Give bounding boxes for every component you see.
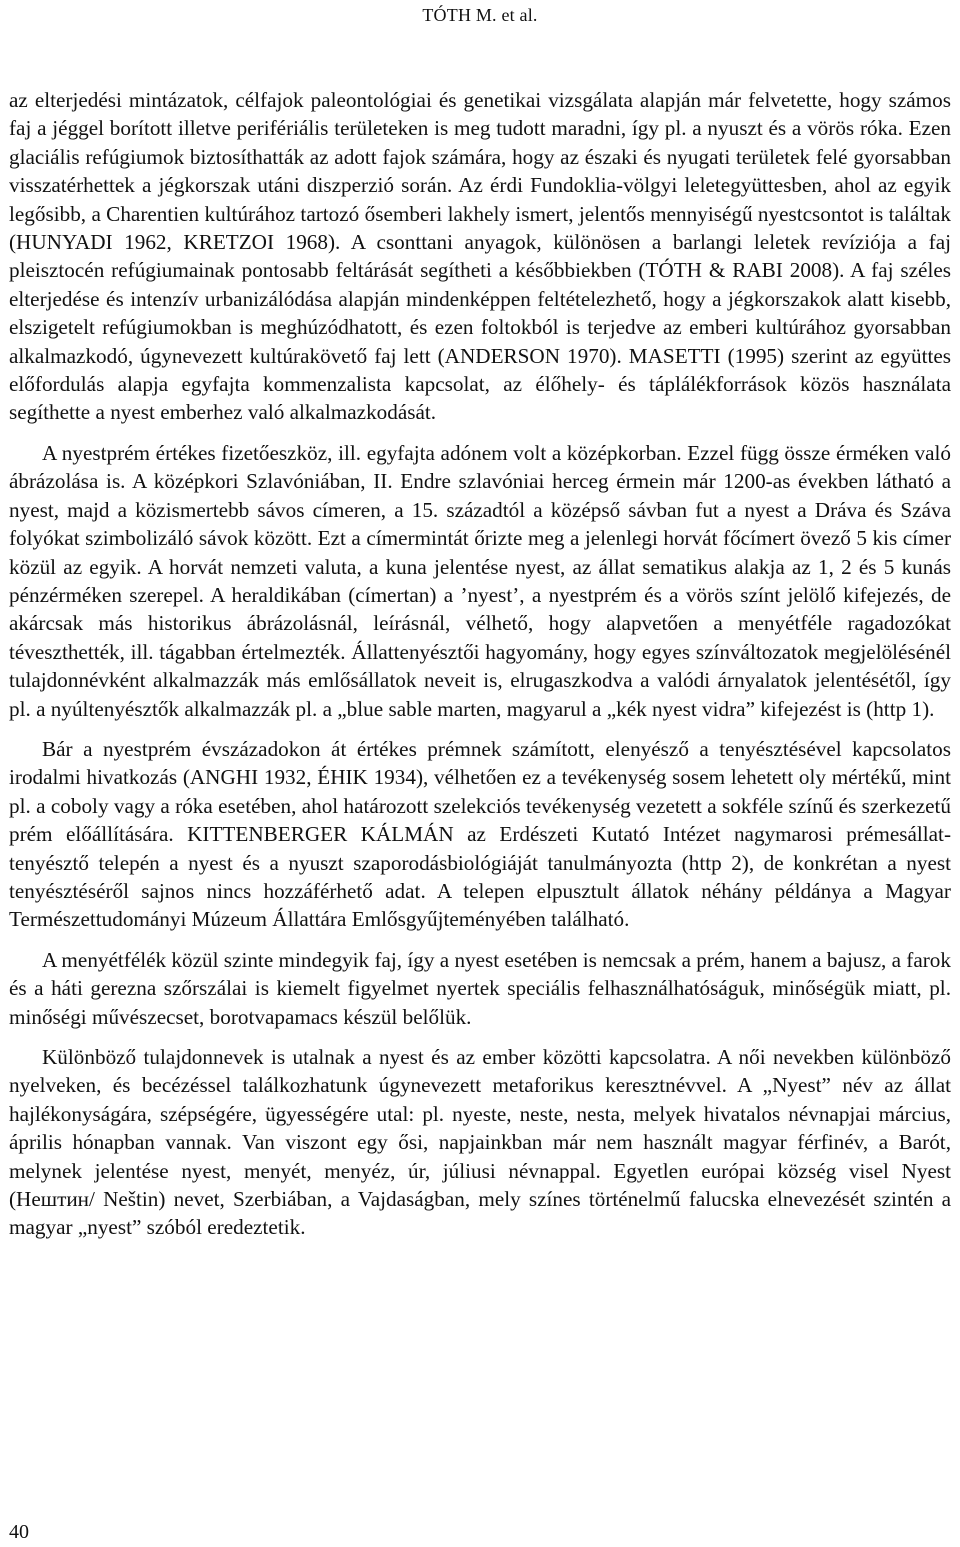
paragraph-fur-breeding: Bár a nyestprém évszázadokon át értékes prémnek számított, elenyésző a tenyésztésével kapcsolatos irodalmi hivatkozás (ANGHI 1932, ÉHIK 1934), vélhetően ez a tevékenység sosem lehetett oly mértékű, mint pl. a coboly vagy a róka esetében, ahol határozott szelekciós tevékenység vezetett a sokféle színű és szerkezetű prém előállítására. KITTENBERGER KÁLMÁN az Erdészeti Kutató Intézet nagymarosi prémesállat-tenyésztő telepén a nyest és a nyuszt szaporodásbiológiáját tanulmányozta (http 2), de konkrétan a nyest tenyésztéséről sajnos nincs hozzáférhető adat. A telepen elpusztult állatok néhány példánya a Magyar Természettudományi Múzeum Állattára Emlősgyűjteményében található.: [9, 736, 951, 932]
page-number: 40: [9, 1521, 29, 1543]
paragraph-fur-currency: A nyestprém értékes fizetőeszköz, ill. egyfajta adónem volt a középkorban. Ezzel függ össze érméken való ábrázolása is. A középkori Szlavóniában, II. Endre szlavóniai herceg érmein már 1200-as években látható a nyest, majd a közismertebb sávos címeren, a 15. századtól a középső sávban fut a nyest a Dráva és Száva folyókat szimbolizáló sávok között. Ezt a címermintát őrizte meg a jelenlegi horvát főcímert övező 5 kis címer közül az egyik. A horvát nemzeti valuta, a kuna jelentése nyest, az állat sematikus alakja az 1, 2 és 5 kunás pénzérméken szerepel. A heraldikában (címertan) a ’nyest’, a nyestprém és a vörös színt jelölő kifejezés, de akárcsak más historikus ábrázolásnál, leírásnál, vélhető, hogy alapvetően a menyétféle ragadozókat téveszthették, ill. tágabban értelmezték. Állattenyésztői hagyomány, hogy egyes színváltozatok megjelölésénél tulajdonnévként alkalmazzák más emlősállatok neveit is, elrugaszkodva a valódi árnyalatok jelentésétől, így pl. a nyúltenyésztők alkalmazzák pl. a „blue sable marten, magyarul a „kék nyest vidra” kifejezést is (http 1).: [9, 440, 951, 721]
paragraph-glacial-refugia: az elterjedési mintázatok, célfajok paleontológiai és genetikai vizsgálata alapján már felvetette, hogy számos faj a jéggel borított illetve perifériális területeken is meg tudott maradni, így pl. a nyuszt és a vörös róka. Ezen glaciális refúgiumok biztosíthatták az adott fajok számára, hogy az északi és nyugati területek felé gyorsabban visszatérhettek a jégkorszak utáni diszperzió során. Az érdi Fundoklia-völgyi leletegyüttesben, ahol az egyik legősibb, a Charentien kultúrához tartozó ősemberi lakhely ismert, jelentős mennyiségű nyestcsontot is találtak (HUNYADI 1962, KRETZOI 1968). A csonttani anyagok, különösen a barlangi leletek revíziója a faj pleisztocén refúgiumainak pontosabb feltárását segítheti a későbbiekben (TÓTH & RABI 2008). A faj széles elterjedése és intenzív urbanizálódása alapján mindenképpen feltételezhető, hogy a jégkorszakok alatt kisebb, elszigetelt refúgiumokban is meghúzódhatott, és ezen foltokból is terjedve az emberi kultúrához gyorsabban alkalmazkodó, úgynevezett kultúrakövető faj lett (ANDERSON 1970). MASETTI (1995) szerint az együttes előfordulás alapja egyfajta kommenzalista kapcsolat, az élőhely- és táplálékforrások közös használata segíthette a nyest emberhez való alkalmazkodását.: [9, 88, 951, 425]
body-text: [9, 86, 951, 1254]
paragraph-hair-usage: A menyétfélék közül szinte mindegyik faj, így a nyest esetében is nemcsak a prém, hanem a bajusz, a farok és a háti gerezna szőrszálai is kiemelt figyelmet nyertek speciális felhasználhatóságuk, minőségük miatt, pl. minőségi művészecset, borotvapamacs készül belőlük.: [9, 947, 951, 1029]
running-head: TÓTH M. et al.: [422, 5, 538, 25]
paragraph-proper-names: Különböző tulajdonnevek is utalnak a nyest és az ember közötti kapcsolatra. A női nevekben különböző nyelveken, és becézéssel találkozhatunk úgynevezett metaforikus keresztnévvel. A „Nyest” név az állat hajlékonyságára, szépségére, ügyességére utal: pl. nyeste, neste, nesta, melyek hivatalos névnapjai március, április hónapban vannak. Van viszont egy ősi, napjainkban már nem használt magyar férfinév, a Barót, melynek jelentése nyest, menyét, menyéz, úr, júliusi névnappal. Egyetlen európai község visel Nyest (Нештин/ Neštin) nevet, Szerbiában, a Vajdaságban, mely színes történelmű falucska elnevezését szintén a magyar „nyest” szóból eredeztetik.: [9, 1045, 951, 1240]
